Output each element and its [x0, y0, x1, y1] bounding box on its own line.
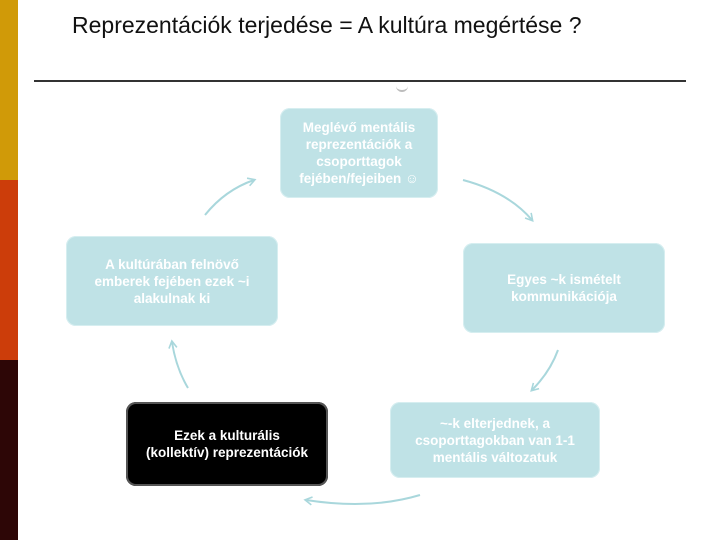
- cycle-box-label: Ezek a kulturális (kollektív) reprezentációk: [145, 428, 309, 460]
- cycle-box-label: ~-k elterjednek, a csoporttagokban van 1-1 mentális változatuk: [415, 415, 575, 465]
- arrow-bottom-right-to-bottom-left: [306, 495, 420, 504]
- cycle-box-cultural-representations: [126, 402, 328, 486]
- cycle-box-label: A kultúrában felnövő emberek fejében ezek ~i alakulnak ki: [94, 256, 250, 306]
- arrow-top-to-right: [463, 180, 532, 220]
- cycle-box-repeated-communication: [463, 243, 665, 333]
- slide-title: Reprezentációk terjedése = A kultúra megértése ?: [72, 12, 582, 38]
- cycle-box-existing-representations: [280, 108, 438, 198]
- cycle-box-growing-up-in-culture: [66, 236, 278, 326]
- cycle-box-spread-variants: [390, 402, 600, 478]
- arrow-right-to-bottom-right: [532, 350, 558, 390]
- arrow-bottom-left-to-left: [172, 342, 188, 388]
- cycle-box-label: Meglévő mentális reprezentációk a csoporttagok fejében/fejeiben ☺: [299, 120, 419, 186]
- cycle-box-label: Egyes ~k ismételt kommunikációja: [507, 272, 621, 304]
- arrow-left-to-top: [205, 180, 254, 215]
